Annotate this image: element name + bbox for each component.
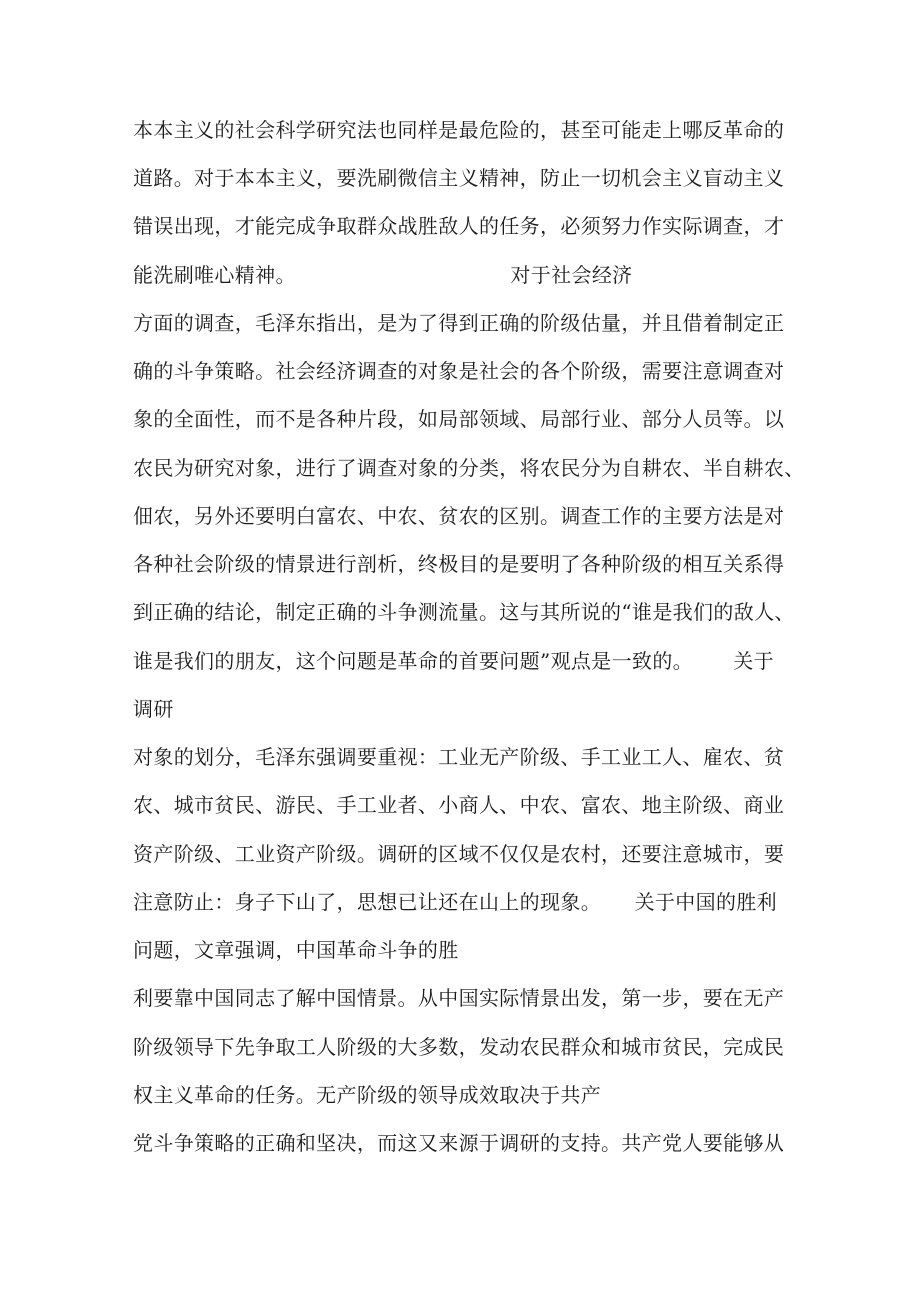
text-line: 农、城市贫民、游民、手工业者、小商人、中农、富农、地主阶级、商业 [133, 793, 785, 817]
text-line: 问题，文章强调，中国革命斗争的胜 [133, 938, 459, 962]
text-line: 本本主义的社会科学研究法也同样是最危险的，甚至可能走上哪反革命的 [133, 118, 785, 142]
text-line: 利要靠中国同志了解中国情景。从中国实际情景出发，第一步，要在无产 [133, 986, 785, 1010]
text-line: 方面的调查，毛泽东指出，是为了得到正确的阶级估量，并且借着制定正 [133, 311, 785, 335]
text-line: 各种社会阶级的情景进行剖析，终极目的是要明了各种阶级的相互关系得 [133, 552, 785, 576]
text-line: 确的斗争策略。社会经济调查的对象是社会的各个阶级，需要注意调查对 [133, 359, 785, 383]
text-line: 阶级领导下先争取工人阶级的大多数，发动农民群众和城市贫民，完成民 [133, 1035, 785, 1059]
text-line: 调研 [133, 697, 174, 721]
text-line: 能洗刷唯心精神。 对于社会经济 [133, 263, 633, 287]
text-line: 错误出现，才能完成争取群众战胜敌人的任务，必须努力作实际调查，才 [133, 214, 785, 238]
text-line: 到正确的结论，制定正确的斗争测流量。这与其所说的“谁是我们的敌人、 [133, 600, 795, 624]
text-line: 象的全面性，而不是各种片段，如局部领域、局部行业、部分人员等。以 [133, 407, 785, 431]
text-line: 佃农，另外还要明白富农、中农、贫农的区别。调查工作的主要方法是对 [133, 504, 785, 528]
text-line: 农民为研究对象，进行了调查对象的分类，将农民分为自耕农、半自耕农、 [133, 456, 805, 480]
text-line: 党斗争策略的正确和坚决，而这又来源于调研的支持。共产党人要能够从 [133, 1131, 785, 1155]
text-line: 对象的划分，毛泽东强调要重视：工业无产阶级、手工业工人、雇农、贫 [133, 745, 785, 769]
text-line: 资产阶级、工业资产阶级。调研的区域不仅仅是农村，还要注意城市，要 [133, 842, 785, 866]
text-line: 道路。对于本本主义，要洗刷微信主义精神，防止一切机会主义盲动主义 [133, 166, 785, 190]
text-line: 注意防止：身子下山了，思想已让还在山上的现象。 关于中国的胜利 [133, 890, 778, 914]
text-line: 权主义革命的任务。无产阶级的领导成效取决于共产 [133, 1083, 602, 1107]
text-line: 谁是我们的朋友，这个问题是革命的首要问题”观点是一致的。 关于 [133, 649, 774, 673]
